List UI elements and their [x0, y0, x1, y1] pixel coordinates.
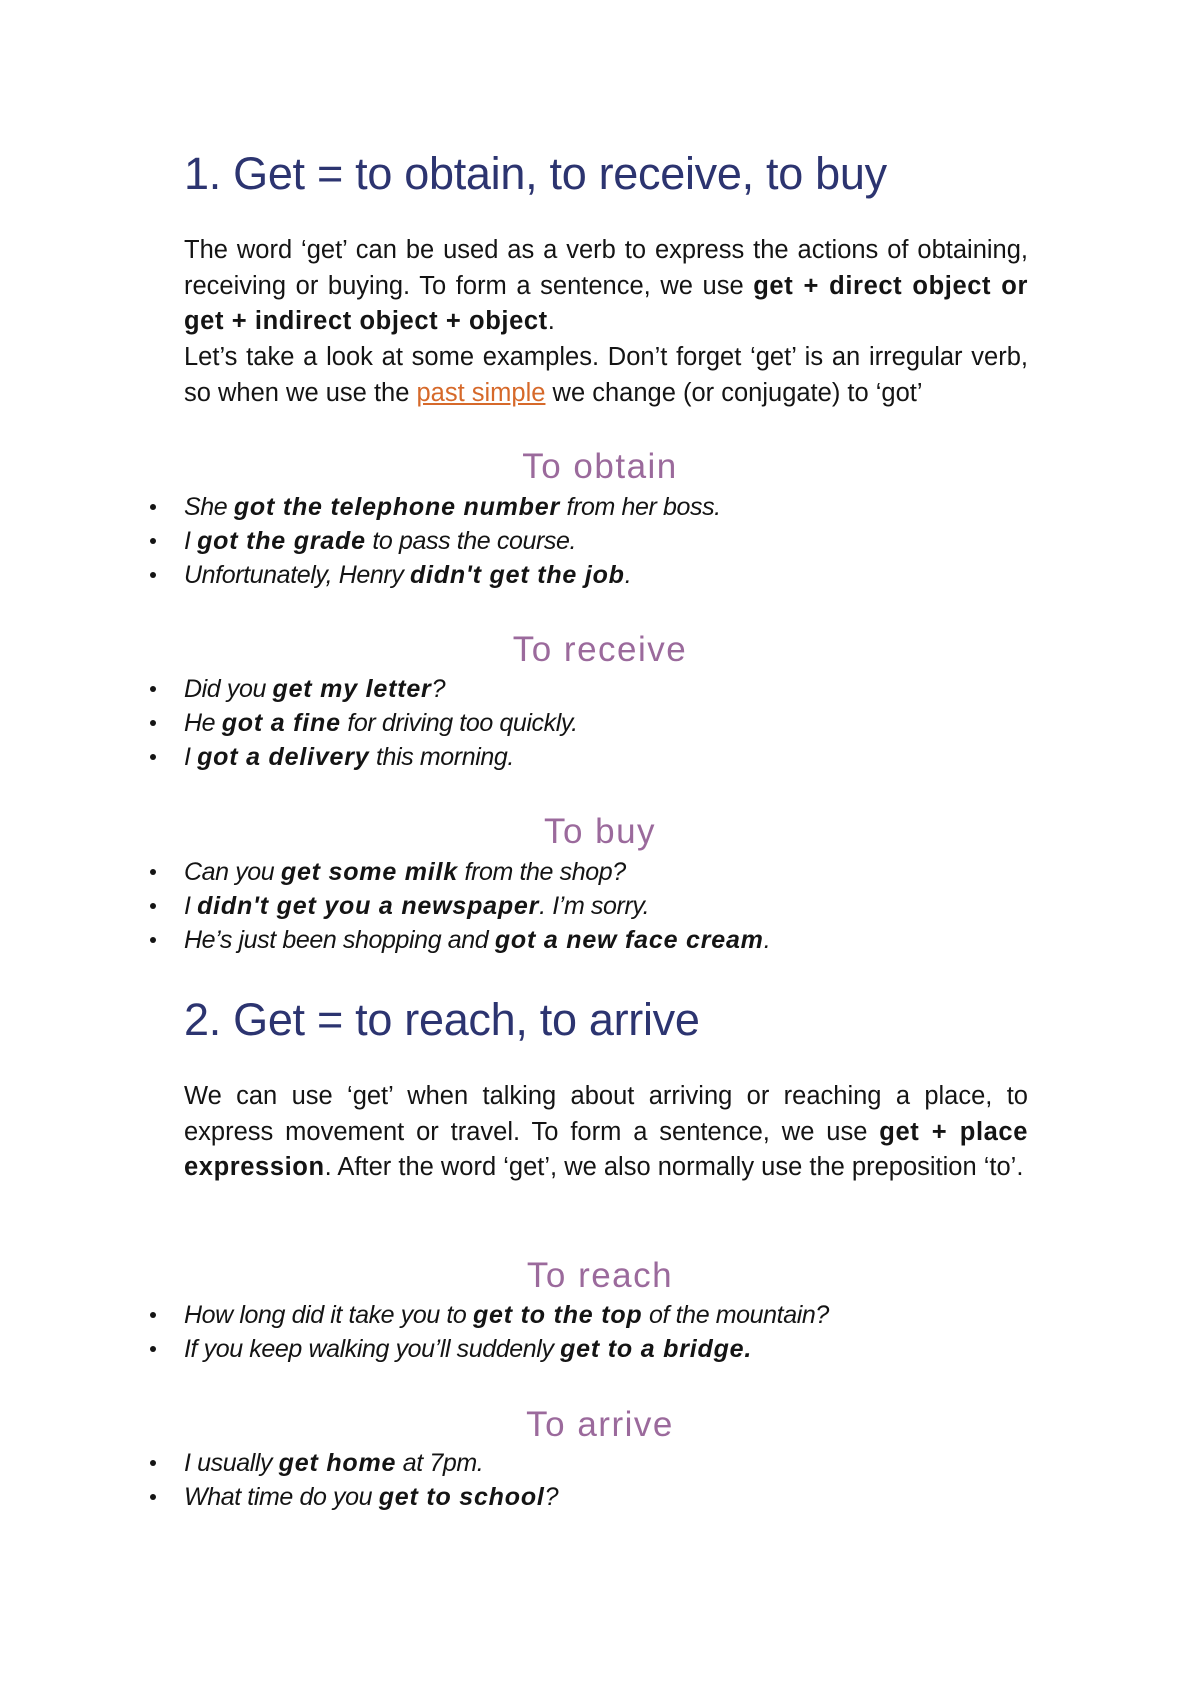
bullet-icon — [150, 720, 156, 726]
heading-to-reach: To reach — [526, 1256, 674, 1295]
heading-to-obtain: To obtain — [522, 447, 678, 486]
intro-formula: get + direct object or get + indirect object + object — [184, 271, 1029, 335]
obtain-example-list — [150, 490, 1050, 592]
bullet-icon — [150, 538, 156, 544]
buy-example-list — [150, 855, 1050, 957]
bullet-icon — [150, 1312, 156, 1318]
intro-formula: get + place expression — [184, 1117, 1028, 1181]
past-simple-link[interactable]: past simple — [416, 378, 546, 407]
list-item: He got a fine for driving too quickly. — [150, 706, 1050, 740]
intro-text: we change (or conjugate) to ‘got’ — [545, 378, 923, 407]
list-item: Did you get my letter? — [150, 672, 1050, 706]
heading-to-arrive: To arrive — [526, 1405, 674, 1444]
arrive-example-list — [150, 1446, 1050, 1514]
reach-example-list — [150, 1298, 1050, 1366]
list-item: Can you get some milk from the shop? — [150, 855, 1050, 889]
section1-examples-paragraph — [184, 340, 1028, 411]
list-item: I usually get home at 7pm. — [150, 1446, 1050, 1480]
bullet-icon — [150, 937, 156, 943]
heading-to-buy: To buy — [543, 812, 657, 851]
bullet-icon — [150, 1346, 156, 1352]
list-item: If you keep walking you’ll suddenly get to a bridge. — [150, 1332, 1050, 1366]
list-item: I got the grade to pass the course. — [150, 524, 1050, 558]
bullet-icon — [150, 686, 156, 692]
intro-text: . After the word ‘get’, we also normally use the preposition ‘to’. — [324, 1153, 1024, 1181]
bullet-icon — [150, 1494, 156, 1500]
section2-title: 2. Get = to reach, to arrive — [184, 994, 700, 1045]
bullet-icon — [150, 754, 156, 760]
bullet-icon — [150, 903, 156, 909]
bullet-icon — [150, 869, 156, 875]
heading-to-receive: To receive — [512, 630, 688, 669]
list-item: She got the telephone number from her boss. — [150, 490, 1050, 524]
bullet-icon — [150, 1460, 156, 1466]
list-item: Unfortunately, Henry didn't get the job. — [150, 558, 1050, 592]
section1-title: 1. Get = to obtain, to receive, to buy — [184, 148, 887, 199]
list-item: I didn't get you a newspaper. I’m sorry. — [150, 889, 1050, 923]
bullet-icon — [150, 572, 156, 578]
section2-intro-paragraph — [184, 1079, 1028, 1186]
bullet-icon — [150, 504, 156, 510]
list-item: He’s just been shopping and got a new face cream. — [150, 923, 1050, 957]
section1-intro-paragraph — [184, 233, 1028, 340]
list-item: How long did it take you to get to the top of the mountain? — [150, 1298, 1050, 1332]
list-item: I got a delivery this morning. — [150, 740, 1050, 774]
intro-text: Let’s take a look at some examples. Don’t forget ‘get’ is an irregular verb, so when we use the — [184, 343, 1028, 407]
intro-text: The word ‘get’ can be used as a verb to express the actions of obtaining, receiving or buying. To form a sentence, we use — [184, 236, 1028, 300]
intro-text: We can use ‘get’ when talking about arriving or reaching a place, to express movement or travel. To form a sentence, we use — [184, 1082, 1028, 1146]
list-item: What time do you get to school? — [150, 1480, 1050, 1514]
receive-example-list — [150, 672, 1050, 774]
intro-text: . — [547, 307, 555, 335]
